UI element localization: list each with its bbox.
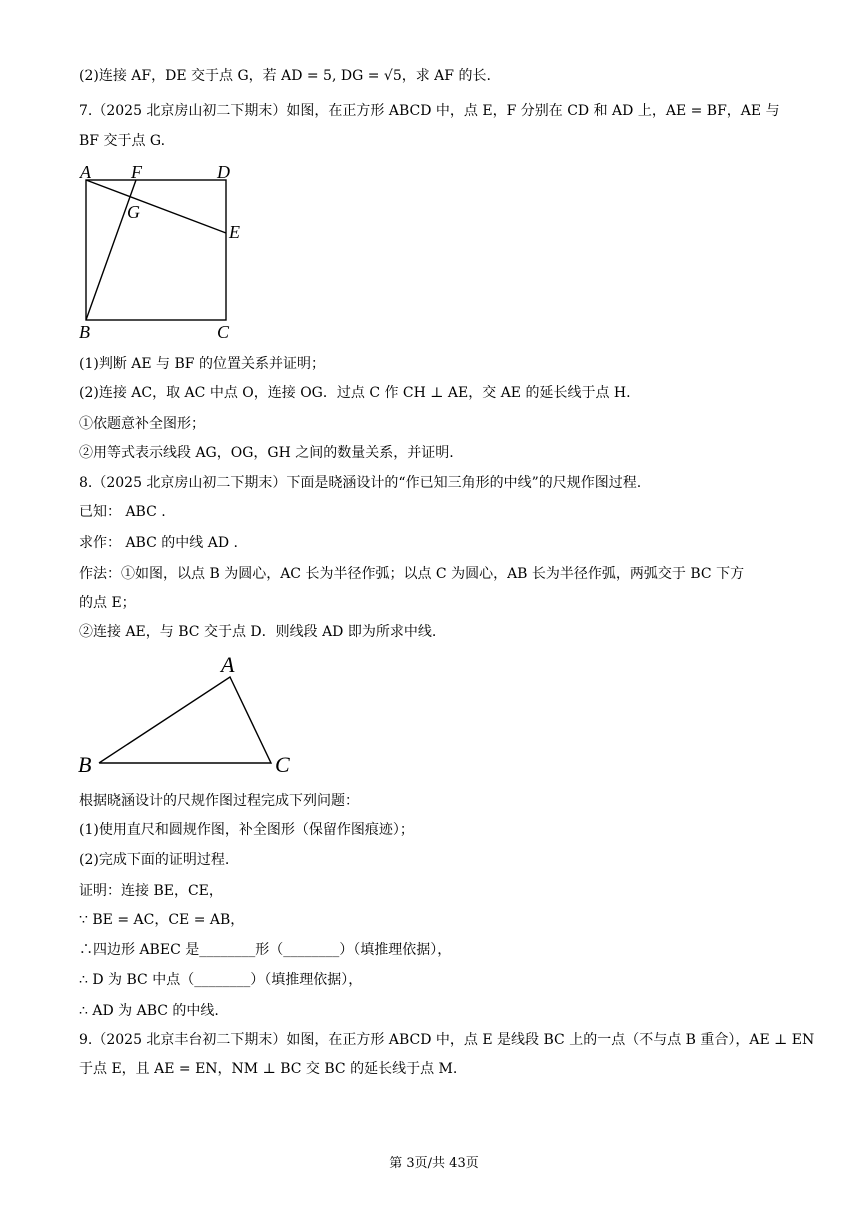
- label-a: A: [80, 162, 91, 182]
- text-line: ②用等式表示线段 AG，OG，GH 之间的数量关系，并证明.: [79, 445, 454, 461]
- text-line: 证明：连接 BE，CE，: [79, 883, 223, 899]
- segment-ae: [86, 180, 226, 233]
- triangle-abc: [99, 677, 271, 763]
- text-line: ∴ AD 为 ABC 的中线.: [79, 1003, 219, 1019]
- label-b: B: [79, 322, 90, 342]
- label-e: E: [229, 222, 240, 242]
- text-line: 8.（2025 北京房山初二下期末）下面是晓涵设计的“作已知三角形的中线”的尺规作图过程.: [79, 475, 642, 491]
- text-line: 的点 E；: [79, 595, 136, 611]
- label-b: B: [78, 752, 92, 777]
- text-line: BF 交于点 G.: [79, 133, 166, 149]
- label-c: C: [275, 752, 290, 777]
- text-line: (2)连接 AF，DE 交于点 G，若 AD = 5, DG = √5，求 AF 的长.: [79, 68, 491, 84]
- text-line: ①依题意补全图形；: [79, 416, 205, 432]
- square-abcd: [86, 180, 226, 320]
- text-line: 求作： ABC 的中线 AD .: [79, 535, 238, 551]
- text-line: 于点 E，且 AE = EN，NM ⊥ BC 交 BC 的延长线于点 M.: [79, 1061, 458, 1077]
- square-figure: [76, 158, 256, 343]
- text-line: ∵ BE = AC，CE = AB，: [79, 912, 245, 928]
- text-line: (2)完成下面的证明过程.: [79, 852, 230, 868]
- label-f: F: [131, 162, 142, 182]
- text-line: (2)连接 AC，取 AC 中点 O，连接 OG．过点 C 作 CH ⊥ AE，交 AE 的延长线于点 H.: [79, 385, 631, 401]
- label-d: D: [217, 162, 230, 182]
- label-a: A: [221, 652, 235, 677]
- label-g: G: [127, 202, 140, 222]
- text-line: ②连接 AE，与 BC 交于点 D．则线段 AD 即为所求中线.: [79, 624, 437, 640]
- label-c: C: [217, 322, 230, 342]
- text-line: (1)判断 AE 与 BF 的位置关系并证明；: [79, 356, 325, 372]
- text-line: 9.（2025 北京丰台初二下期末）如图，在正方形 ABCD 中，点 E 是线段 BC 上的一点（不与点 B 重合），AE ⊥ EN: [79, 1032, 815, 1048]
- text-line: 根据晓涵设计的尺规作图过程完成下列问题：: [79, 793, 359, 809]
- text-line: 7.（2025 北京房山初二下期末）如图，在正方形 ABCD 中，点 E，F 分别在 CD 和 AD 上，AE = BF，AE 与: [79, 103, 780, 119]
- text-line: 已知： ABC .: [79, 504, 166, 520]
- triangle-figure: [76, 650, 306, 780]
- text-line: 作法：①如图，以点 B 为圆心，AC 长为半径作弧；以点 C 为圆心，AB 长为半径作弧，两弧交于 BC 下方: [79, 566, 745, 582]
- text-line: (1)使用直尺和圆规作图，补全图形（保留作图痕迹）；: [79, 822, 414, 838]
- page-footer: 第 3页/共 43页: [389, 1156, 479, 1171]
- segment-bf: [86, 180, 136, 320]
- text-line: ∴四边形 ABEC 是________形（________）（填推理依据），: [79, 942, 452, 958]
- text-line: ∴ D 为 BC 中点（________）（填推理依据），: [79, 972, 363, 988]
